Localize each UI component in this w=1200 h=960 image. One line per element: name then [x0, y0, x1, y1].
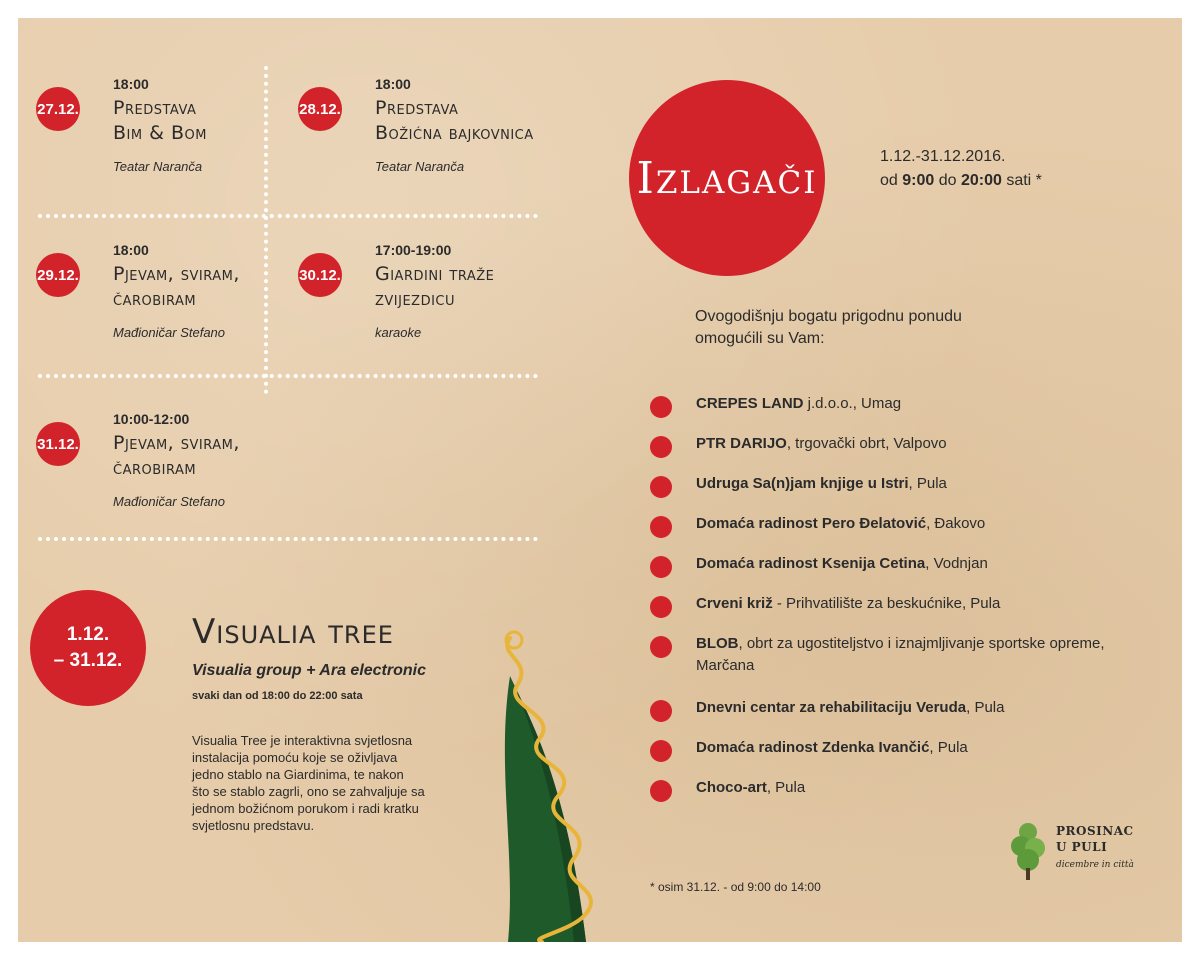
exhibitor-details: , Pula	[929, 739, 968, 756]
exhibitor-details: , trgovački obrt, Valpovo	[786, 435, 947, 452]
bullet-dot	[650, 556, 672, 578]
hours-suffix: sati *	[1001, 172, 1042, 189]
event-time: 18:00	[375, 76, 411, 92]
event-title-line: Pjevam, sviram,	[113, 263, 240, 285]
prosinac-logo	[1008, 818, 1148, 888]
exhibitor-name: Dnevni centar za rehabilitaciju Veruda	[696, 699, 967, 716]
bullet-dot	[650, 396, 672, 418]
event-performer: Mađioničar Stefano	[113, 325, 226, 340]
exhibitor-details: , Pula	[966, 699, 1005, 716]
hours-from: 9:00	[902, 172, 935, 189]
exhibitor-name: Domaća radinost Ksenija Cetina	[696, 555, 926, 572]
event-title-line: čarobiram	[113, 288, 197, 310]
visualia-title: Visualia tree	[192, 612, 394, 652]
event-performer: Teatar Naranča	[113, 159, 203, 174]
grid-divider-vertical	[264, 66, 268, 394]
logo-line1: PROSINAC	[1056, 824, 1134, 838]
exhibitor-details: - Prihvatilište za beskućnike, Pula	[772, 595, 1001, 612]
exhibitor-details: , Đakovo	[926, 515, 986, 532]
event-card	[298, 76, 558, 196]
exhibitor-details: , obrt za ugostiteljstvo i iznajmljivanje sportske opreme, Marčana	[696, 635, 1105, 674]
exhibitor-details: , Vodnjan	[925, 555, 988, 572]
bullet-dot	[650, 436, 672, 458]
event-performer: Teatar Naranča	[375, 159, 465, 174]
event-performer: karaoke	[375, 325, 422, 340]
event-title-line: čarobiram	[113, 457, 197, 479]
visualia-description-line: instalacija pomoću koje se oživljava	[192, 750, 398, 765]
exhibitors-heading-badge	[629, 80, 825, 276]
exhibitor-name: PTR DARIJO	[696, 435, 787, 452]
tree-logo-icon	[1008, 818, 1048, 880]
exhibitor-name: Choco-art	[696, 779, 767, 796]
event-title-line: Giardini traže	[375, 263, 495, 285]
logo-tagline: dicembre in città	[1056, 860, 1134, 870]
event-date-badge: 30.12.	[298, 253, 342, 297]
logo-line2: U PULI	[1056, 840, 1108, 854]
event-card	[36, 411, 276, 531]
event-time: 17:00-19:00	[375, 242, 452, 258]
hours-mid: do	[934, 172, 961, 189]
visualia-description-line: Visualia Tree je interaktivna svjetlosna	[192, 733, 413, 748]
bullet-dot	[650, 476, 672, 498]
bullet-dot	[650, 636, 672, 658]
event-title-line: zvijezdicu	[375, 288, 456, 310]
exhibitor-name: Domaća radinost Pero Đelatović	[696, 515, 927, 532]
event-title-line: Predstava	[375, 97, 459, 119]
exhibitors-intro-line: omogućili su Vam:	[695, 330, 825, 347]
exhibitor-name: Udruga Sa(n)jam knjige u Istri	[696, 475, 909, 492]
event-date-badge: 28.12.	[298, 87, 342, 131]
event-card	[36, 76, 256, 196]
visualia-description-line: što se stablo zagrli, ono se zahvaljuje sa	[192, 784, 425, 799]
visualia-schedule: svaki dan od 18:00 do 22:00 sata	[192, 690, 363, 702]
exhibitors-footnote: * osim 31.12. - od 9:00 do 14:00	[650, 880, 821, 894]
bullet-dot	[650, 740, 672, 762]
event-title-line: Predstava	[113, 97, 197, 119]
exhibitor-name: Crveni križ	[696, 595, 773, 612]
event-title-line: Bim & Bom	[113, 122, 207, 144]
grid-divider-horizontal-2	[38, 374, 538, 378]
event-card	[36, 242, 256, 362]
visualia-date-end: – 31.12.	[53, 650, 123, 671]
exhibitors-date-range: 1.12.-31.12.2016.	[880, 148, 1006, 165]
grid-divider-horizontal-1	[38, 214, 538, 218]
hours-to: 20:00	[960, 172, 1002, 189]
visualia-description-line: jedno stablo na Giardinima, te nakon	[192, 767, 404, 782]
exhibitor-details: , Pula	[908, 475, 947, 492]
exhibitors-heading: Izlagači	[636, 152, 818, 204]
exhibitors-intro-line: Ovogodišnju bogatu prigodnu ponudu	[695, 308, 962, 325]
event-title-line: Pjevam, sviram,	[113, 432, 240, 454]
event-date-badge: 27.12.	[36, 87, 80, 131]
event-performer: Mađioničar Stefano	[113, 494, 226, 509]
visualia-description-line: svjetlosnu predstavu.	[192, 818, 315, 833]
event-title-line: Božićna bajkovnica	[375, 122, 534, 144]
bullet-dot	[650, 780, 672, 802]
event-time: 18:00	[113, 76, 149, 92]
event-date-badge: 29.12.	[36, 253, 80, 297]
bullet-dot	[650, 700, 672, 722]
exhibitors-hours	[880, 172, 1042, 190]
visualia-description-line: jednom božićnom porukom i radi kratku	[192, 801, 419, 816]
visualia-subtitle: Visualia group + Ara electronic	[192, 662, 426, 679]
exhibitor-details: , Pula	[766, 779, 806, 796]
grid-divider-horizontal-3	[38, 537, 538, 541]
event-date-badge: 31.12.	[36, 422, 80, 466]
exhibitor-name: CREPES LAND	[696, 395, 804, 412]
exhibitors-intro	[695, 306, 962, 350]
exhibitor-details: j.d.o.o., Umag	[803, 395, 902, 412]
exhibitor-name: BLOB	[696, 635, 739, 652]
hours-prefix: od	[880, 172, 903, 189]
flyer-page	[18, 18, 1182, 942]
visualia-date-start: 1.12.	[66, 624, 110, 645]
visualia-description	[192, 732, 472, 834]
christmas-tree-illustration	[488, 626, 628, 942]
bullet-dot	[650, 596, 672, 618]
visualia-date-badge	[30, 590, 146, 706]
event-time: 18:00	[113, 242, 149, 258]
bullet-dot	[650, 516, 672, 538]
exhibitor-name: Domaća radinost Zdenka Ivančić	[696, 739, 930, 756]
event-time: 10:00-12:00	[113, 411, 190, 427]
event-card	[298, 242, 558, 362]
